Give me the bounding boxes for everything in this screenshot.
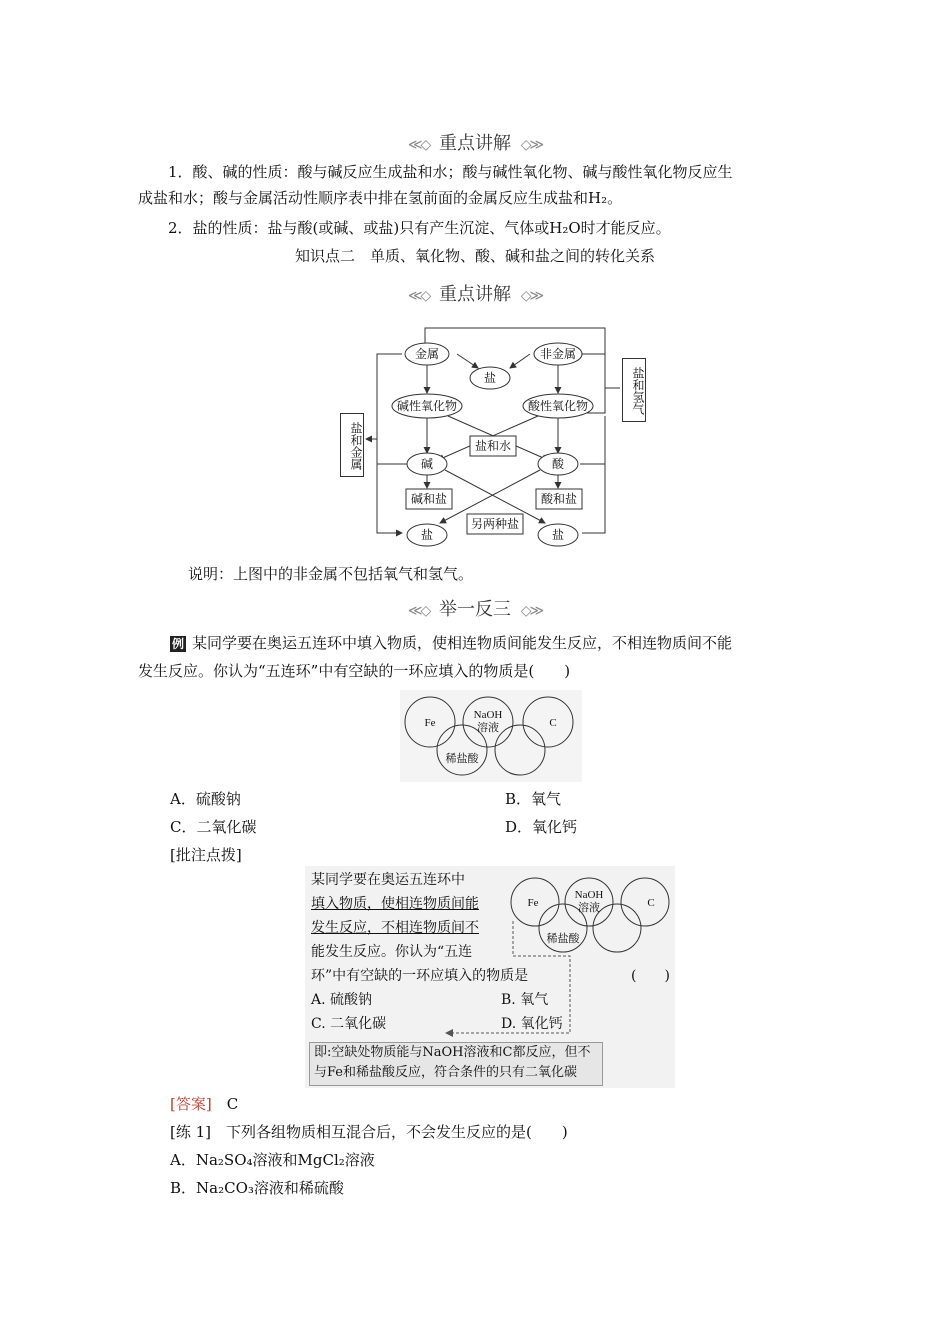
answer-line — [170, 1093, 238, 1115]
option-d: D．氧化钙 — [505, 818, 578, 836]
ring-solution: 溶液 — [477, 722, 499, 734]
node-acid: 酸 — [551, 457, 565, 471]
annotation-option-d: D. 氧化钙 — [501, 1016, 563, 1032]
banner-deco-icon: ◇≫ — [520, 603, 543, 619]
banner-title: 举一反三 — [439, 599, 511, 620]
banner-title: 重点讲解 — [439, 284, 511, 305]
diagram-note: 说明：上图中的非金属不包括氧气和氢气。 — [188, 565, 474, 583]
node-acidic-oxide: 酸性氧化物 — [527, 399, 589, 413]
banner-title: 重点讲解 — [439, 133, 511, 154]
conversion-diagram-svg — [330, 318, 656, 558]
node-salt-top: 盐 — [483, 371, 497, 385]
knowledge-point-title: 知识点二 单质、氧化物、酸、碱和盐之间的转化关系 — [294, 247, 655, 265]
option-b: B．氧气 — [505, 790, 562, 808]
annotation-ring-c: C — [647, 897, 655, 909]
conversion-diagram — [330, 318, 656, 558]
node-metal: 金属 — [414, 347, 440, 361]
annotation-ring-fe: Fe — [527, 897, 539, 909]
annotation-connector-svg — [445, 921, 575, 1041]
answer-tag: [答案] — [170, 1095, 212, 1113]
ring-hcl: 稀盐酸 — [445, 753, 479, 765]
banner-deco-icon: ◇≫ — [520, 137, 543, 153]
annotation-line-1: 某同学要在奥运五连环中 — [311, 872, 465, 888]
annotation-figure — [305, 866, 675, 1088]
annotation-line-5: 环”中有空缺的一环应填入的物质是 — [311, 968, 529, 984]
olympic-rings-svg — [400, 690, 582, 782]
node-base-salt: 碱和盐 — [410, 492, 448, 506]
node-two-salts: 另两种盐 — [470, 517, 520, 531]
ring-fe: Fe — [424, 717, 436, 729]
annotation-label: [批注点拨] — [170, 846, 242, 864]
section-banner-2 — [0, 283, 950, 308]
annotation-hint-line-2: 与Fe和稀盐酸反应，符合条件的只有二氧化碳 — [314, 1065, 578, 1080]
annotation-paren: ( ) — [631, 968, 670, 984]
ring-c: C — [549, 717, 557, 729]
answer-value: C — [226, 1095, 239, 1113]
annotation-option-c: C. 二氧化碳 — [311, 1016, 387, 1032]
node-acid-salt: 酸和盐 — [540, 492, 578, 506]
node-salt-water: 盐和水 — [474, 439, 512, 453]
practice-option-b: B．Na₂CO₃溶液和稀硫酸 — [170, 1179, 344, 1197]
node-nonmetal: 非金属 — [539, 347, 577, 361]
banner-deco-icon: ◇≫ — [520, 288, 543, 304]
example-question-line-2: 发生反应。你认为“五连环”中有空缺的一环应填入的物质是( ) — [138, 662, 571, 680]
banner-deco-icon: ≪◇ — [407, 603, 430, 619]
annotation-line-4: 能发生反应。你认为“五连 — [311, 944, 473, 960]
annotation-hint-box — [309, 1042, 603, 1086]
option-c: C．二氧化碳 — [170, 818, 257, 836]
banner-deco-icon: ≪◇ — [407, 137, 430, 153]
annotation-ring-hcl: 稀盐酸 — [546, 933, 580, 945]
annotation-ring-naoh: NaOH — [574, 889, 604, 901]
box-salt-hydrogen: 盐和氢气 — [622, 358, 646, 422]
banner-deco-icon: ≪◇ — [407, 288, 430, 304]
example-badge: 例 — [171, 637, 184, 651]
annotation-option-b: B. 氧气 — [501, 992, 549, 1008]
paragraph-2: 2．盐的性质：盐与酸(或碱、或盐)只有产生沉淀、气体或H₂O时才能反应。 — [168, 219, 671, 237]
section-banner-3 — [0, 598, 950, 623]
practice-question: [练 1] 下列各组物质相互混合后，不会发生反应的是( ) — [170, 1123, 568, 1141]
example-text: 某同学要在奥运五连环中填入物质，使相连物质间能发生反应，不相连物质间不能 — [192, 634, 733, 652]
example-question-line-1 — [170, 632, 732, 654]
paragraph-1-line-1: 1．酸、碱的性质：酸与碱反应生成盐和水；酸与碱性氧化物、碱与酸性氧化物反应生 — [168, 163, 733, 181]
section-banner-1 — [0, 132, 950, 157]
annotation-line-3: 发生反应，不相连物质间不 — [311, 920, 479, 936]
option-a: A．硫酸钠 — [170, 790, 241, 808]
paragraph-1-line-2: 成盐和水；酸与金属活动性顺序表中排在氢前面的金属反应生成盐和H₂。 — [138, 189, 623, 207]
node-salt-left: 盐 — [420, 528, 434, 542]
box-salt-metal: 盐和金属 — [340, 413, 364, 477]
annotation-hint-line-1: 即:空缺处物质能与NaOH溶液和C都反应，但不 — [314, 1045, 591, 1060]
annotation-ring-solution: 溶液 — [578, 902, 600, 914]
node-basic-oxide: 碱性氧化物 — [396, 399, 458, 413]
annotation-option-a: A. 硫酸钠 — [311, 992, 373, 1008]
olympic-rings-figure — [400, 690, 582, 782]
annotation-line-2: 填入物质，使相连物质间能 — [311, 896, 479, 912]
node-base: 碱 — [420, 457, 434, 471]
practice-option-a: A．Na₂SO₄溶液和MgCl₂溶液 — [170, 1151, 375, 1169]
ring-naoh: NaOH — [473, 709, 503, 721]
node-salt-right: 盐 — [551, 528, 565, 542]
